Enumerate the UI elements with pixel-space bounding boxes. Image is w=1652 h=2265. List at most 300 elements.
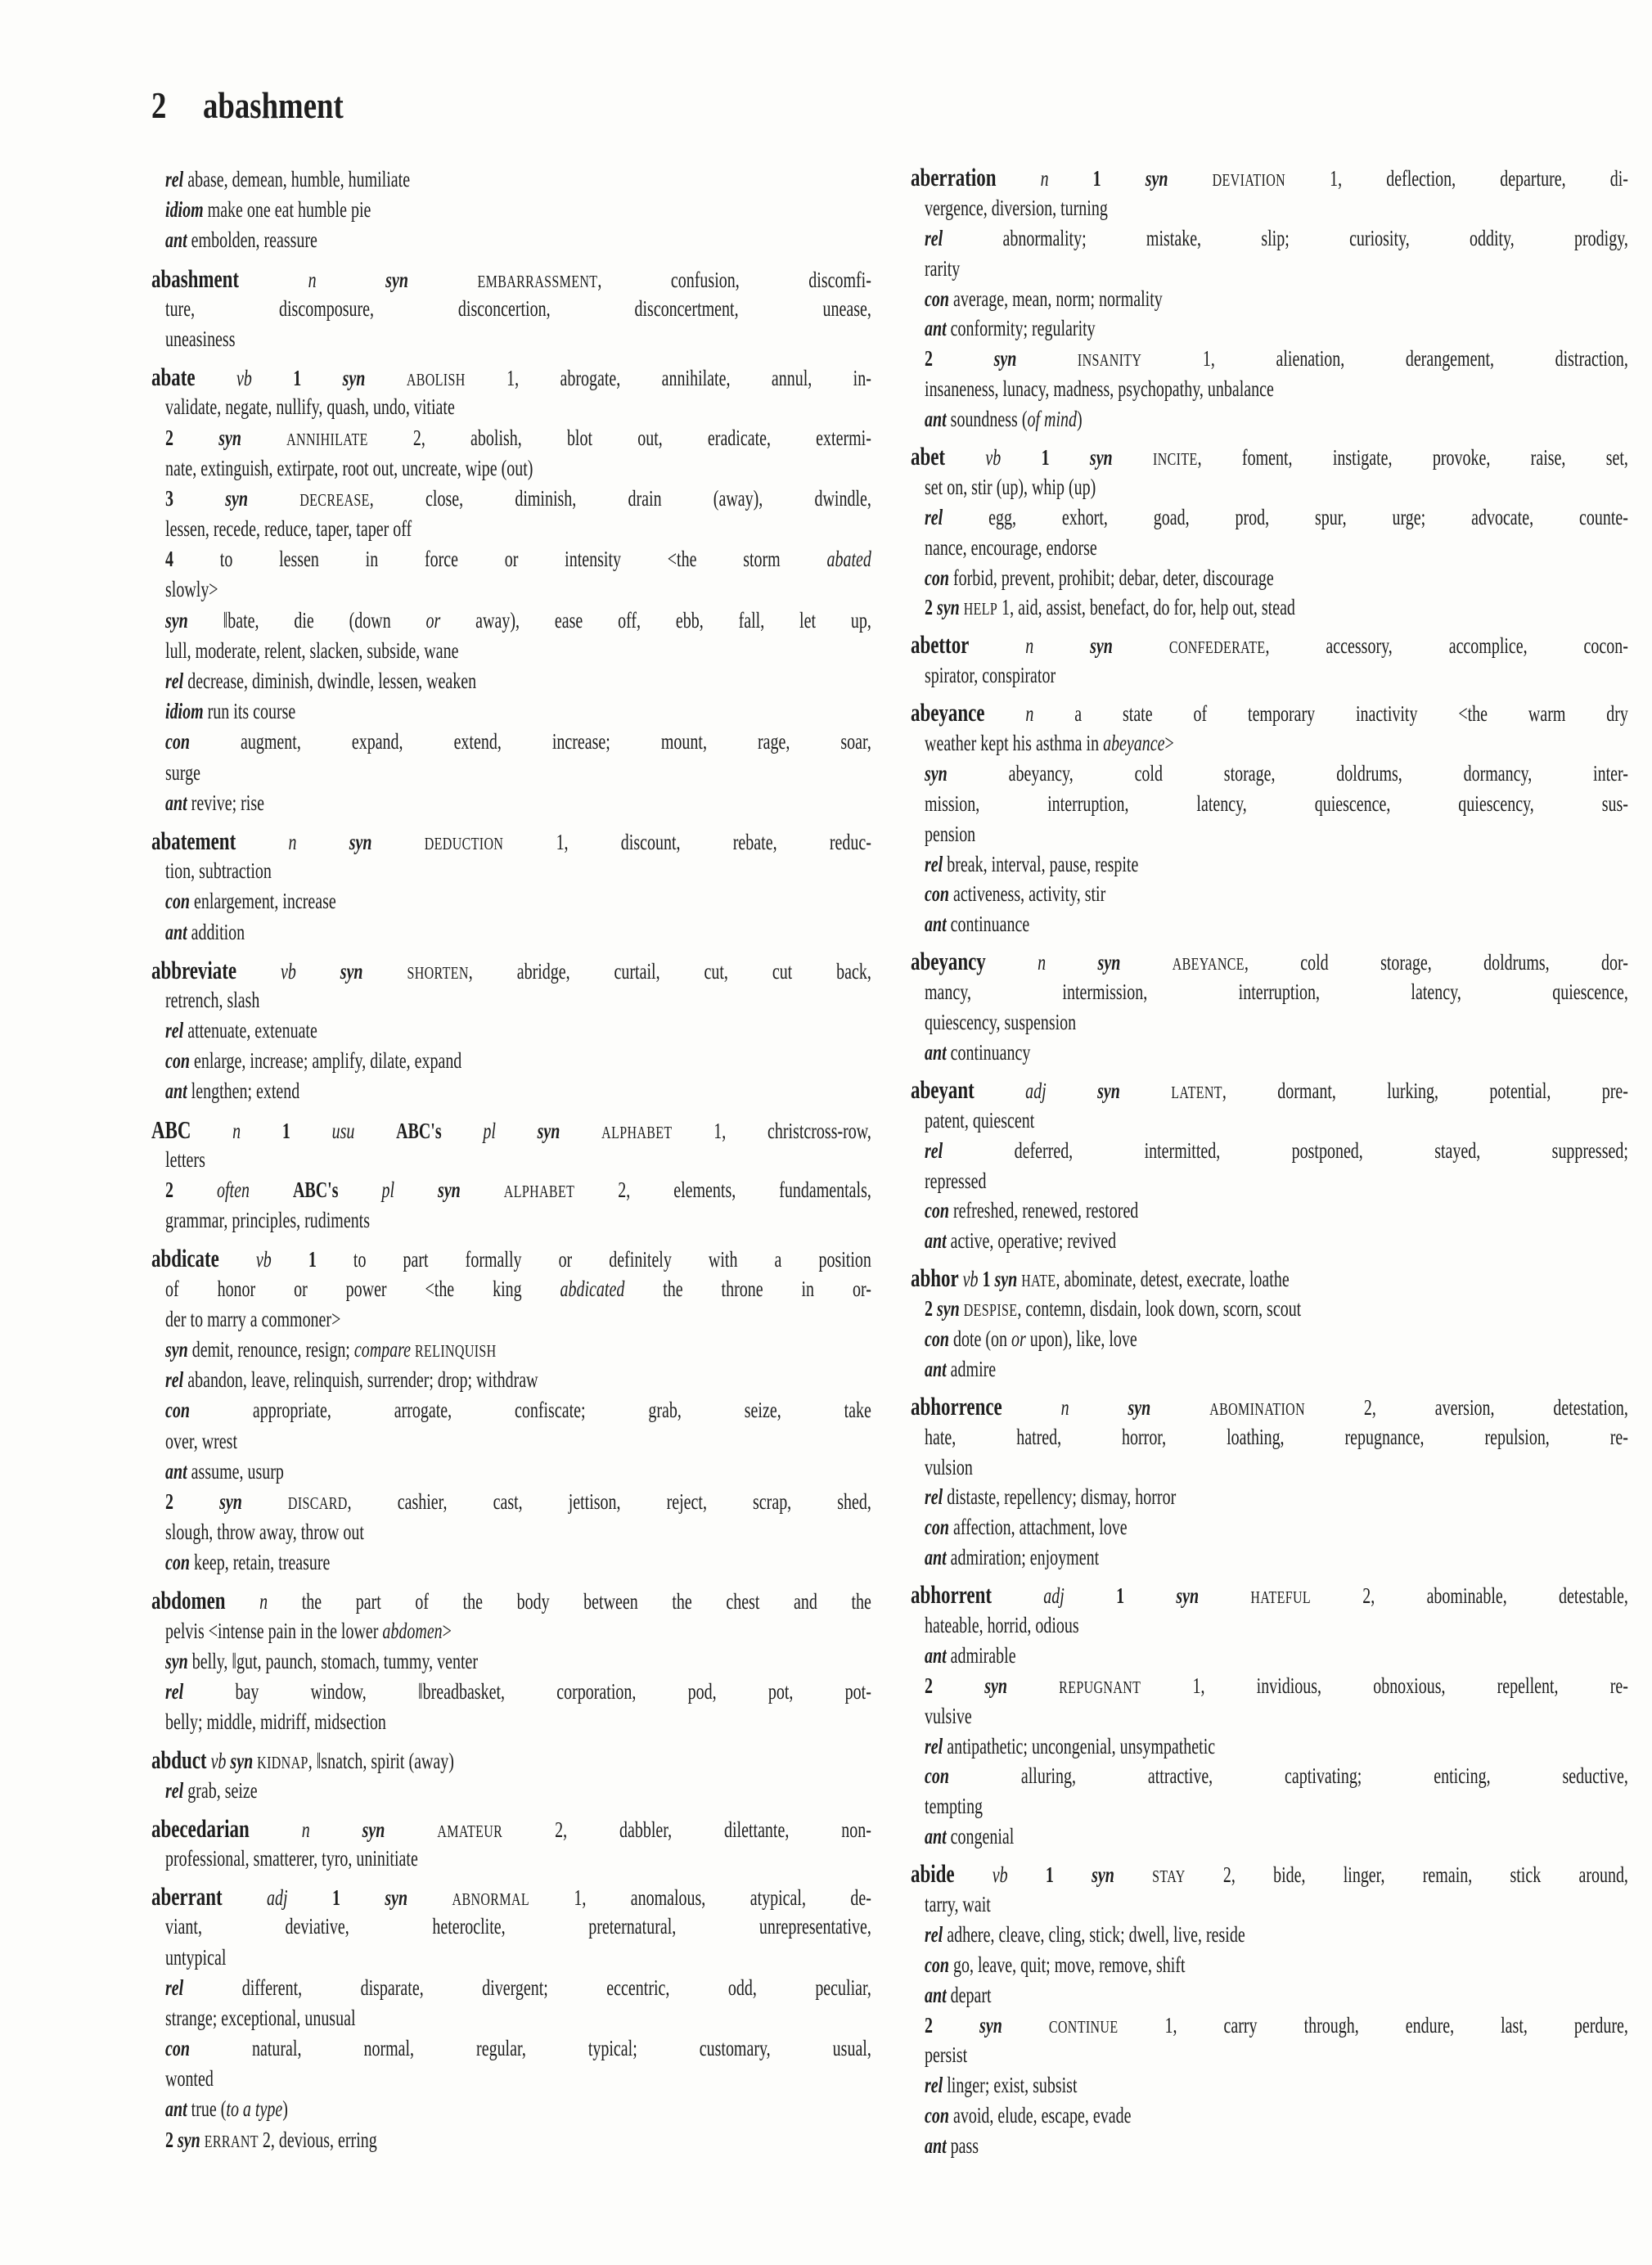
entry-line [911,1610,1628,1641]
text [317,268,386,292]
text: 2, abominable, detestable, [1311,1583,1628,1609]
text [933,2013,979,2038]
entry-line [911,849,1628,880]
entry-line [151,886,871,916]
text: true ( [187,2096,227,2122]
cross-reference: CONTINUE [1048,2016,1119,2037]
entry-line [151,1274,871,1304]
usage-label: ant [925,1982,947,2007]
entry-line [911,223,1628,254]
entry-line [911,2011,1628,2041]
dictionary-entry [151,1881,871,2155]
text: over, wrest [165,1428,237,1453]
cross-reference: AMATEUR [437,1821,503,1841]
guide-word: abashment [203,84,344,126]
text: , abridge, curtail, cut, cut back, [468,958,871,984]
entry-line [151,788,871,818]
usage-label: syn [993,346,1017,371]
sense-number: 1 [1041,445,1050,471]
text: abase, demean, humble, humiliate [183,167,411,191]
entry-line [911,728,1628,759]
entry-line [911,698,1628,728]
usage-label: syn [342,366,366,391]
entry-line [151,1881,871,1912]
italic-text: abdicated [560,1276,625,1301]
sense-number: 2 [925,1296,934,1322]
cross-reference: EMBARRASSMENT [477,271,598,291]
usage-label: syn [925,760,948,786]
text: pass [946,2133,979,2159]
entry-line [911,630,1628,660]
usage-label: rel [925,1921,943,1947]
text: to part formally or definitely with a position [316,1247,871,1272]
usage-label: syn [1097,950,1121,975]
text: , confusion, discomfi- [597,267,871,292]
text: persist [925,2042,968,2068]
headword: abeyancy [911,947,986,976]
text: soundness ( [946,407,1028,432]
text: 1, anomalous, atypical, de- [529,1885,871,1911]
text: egg, exhort, goad, prod, spur, urge; advocate, counte- [943,504,1628,529]
text: 1, discount, rebate, reduc- [503,829,871,854]
text: adhere, cleave, cling, stick; dwell, live, reside [943,1921,1245,1947]
page-number: 2 [151,84,167,126]
usage-label: syn [225,485,249,511]
text: ) [1076,407,1083,432]
entry-line [151,392,871,422]
text [173,1178,217,1202]
entry-line [151,1677,871,1707]
cross-reference: ABNORMAL [452,1889,529,1910]
italic-text: pl [381,1178,395,1202]
entry-line [151,1745,871,1775]
text: bay window, ‖breadbasket, corporation, pod, pot, pot- [183,1679,871,1704]
usage-label: syn [1145,166,1168,191]
text [1002,1395,1061,1420]
entry-line [911,2040,1628,2070]
text: dote (on [948,1326,1012,1351]
entry-line [151,1365,871,1395]
entry-line [911,2101,1628,2131]
entry-line [911,1105,1628,1136]
text [394,1178,438,1202]
text [1069,1395,1128,1420]
italic-text: vb [236,366,252,391]
text: alluring, attractive, captivating; enticing, seductive, [948,1763,1628,1789]
text: continuance [946,912,1030,937]
text: upon), like, love [1025,1326,1137,1351]
text [408,268,478,292]
usage-label: rel [925,1733,943,1758]
sense-number: ABC's [396,1118,442,1143]
entry-line [151,1304,871,1335]
text: keep, retain, treasure [189,1550,331,1575]
entry-line [911,1859,1628,1889]
entry-line [911,1038,1628,1068]
entry-line [911,1075,1628,1105]
usage-label: syn [230,1749,254,1774]
cross-reference: SHORTEN [407,962,469,983]
entry-line [911,1007,1628,1038]
text: rarity [925,255,961,281]
entry-line [911,193,1628,223]
text: tion, subtraction [165,858,272,884]
text [1050,445,1090,470]
text: of honor or power <the king [165,1276,560,1301]
italic-text: compare [353,1336,412,1362]
text: untypical [165,1944,227,1970]
dictionary-entry [151,1114,871,1236]
usage-label: ant [925,1545,947,1570]
entry-line [911,1980,1628,2011]
text [354,1119,396,1143]
dictionary-entry [151,164,871,256]
text: congenial [946,1824,1015,1849]
text: abnormality; mistake, slip; curiosity, oddity, prodigy, [943,225,1628,250]
entry-line [911,1821,1628,1852]
text: strange; exceptional, unusual [165,2005,356,2030]
text: admirable [946,1642,1016,1668]
entry-line [911,1422,1628,1452]
text: abandon, leave, relinquish, surrender; drop; withdraw [183,1367,538,1393]
sense-number: 2 [165,1178,174,1202]
cross-reference: DEDUCTION [424,833,504,853]
entry-line [151,1426,871,1457]
usage-label: ant [165,1458,187,1484]
text [239,268,308,292]
text: vulsive [925,1703,972,1728]
text [1113,633,1169,658]
text: hateable, horrid, odious [925,1612,1079,1637]
sense-number: 3 [165,485,174,511]
text [1002,2013,1049,2038]
entry-line [151,1616,871,1646]
text [173,426,218,450]
text [248,486,299,511]
entry-line [151,1943,871,1973]
text: grammar, principles, rudiments [165,1208,371,1233]
entry-line [911,502,1628,533]
text: tarry, wait [925,1891,991,1916]
italic-text: abeyance [1103,731,1165,756]
usage-label: con [165,1398,190,1423]
entry-line [151,362,871,392]
text: the part of the body between the chest and the [268,1589,871,1614]
usage-label: syn [1090,633,1113,659]
usage-label: ant [925,1356,947,1381]
usage-label: con [165,729,190,754]
text: ) [282,2096,288,2122]
usage-label: ant [925,1039,947,1065]
text: the throne in or- [624,1276,871,1301]
text: run its course [203,699,296,724]
usage-label: syn [349,829,372,854]
text: away), ease off, ebb, fall, let up, [440,607,871,633]
italic-text: adj [267,1885,288,1911]
headword: abhorrence [911,1391,1002,1421]
headword: abettor [911,630,970,660]
entry-line [911,2131,1628,2161]
entry-line [911,472,1628,502]
text: viant, deviative, heteroclite, preternatural, unrepresentative, [165,1914,871,1939]
text: 1, alienation, derangement, distraction, [1141,346,1628,371]
text [1033,633,1090,658]
entry-line [151,1707,871,1737]
headword: abdomen [151,1586,226,1615]
italic-text: adj [1025,1078,1047,1103]
sense-number: 1 [1116,1583,1125,1609]
entry-line [911,1731,1628,1762]
text: lull, moderate, relent, slacken, subside, wane [165,637,459,663]
text [1046,950,1097,975]
text [442,1119,484,1143]
entry-line [911,947,1628,977]
entry-line [911,1701,1628,1731]
text: slough, throw away, throw out [165,1520,364,1545]
text: , cold storage, doldrums, dor- [1244,950,1628,975]
usage-label: ant [925,1824,947,1849]
dictionary-entry [911,1392,1628,1573]
text: repressed [925,1168,987,1193]
entry-line [911,1920,1628,1950]
dictionary-entry [911,442,1628,623]
text: 2, devious, erring [258,2127,377,2152]
text: patent, quiescent [925,1107,1035,1132]
entry-line [151,727,871,757]
entry-line [151,2033,871,2064]
headword: ABC [151,1114,191,1144]
text: appropriate, arrogate, confiscate; grab, seize, take [189,1398,871,1423]
usage-label: rel [165,1367,184,1393]
text: demit, renounce, resign; [187,1336,354,1362]
text [340,1885,385,1910]
text [196,366,236,390]
usage-label: ant [925,407,947,432]
text: ‖bate, die (down [187,607,426,633]
usage-label: syn [218,425,241,450]
text: , cashier, cast, jettison, reject, scrap, shed, [347,1488,871,1514]
entry-line [151,1205,871,1236]
text: avoid, elude, escape, evade [948,2103,1132,2128]
entry-line [151,856,871,886]
usage-label: syn [1176,1583,1200,1609]
dictionary-entry [151,1813,871,1874]
text: 2, elements, fundamentals, [574,1178,871,1202]
text [996,166,1040,191]
text: active, operative; revived [946,1228,1117,1254]
entry-line [151,1076,871,1106]
headword: abet [911,442,946,471]
text: insaneness, lunacy, madness, psychopathy, unbalance [925,376,1274,402]
text [385,1817,437,1842]
text [250,1817,302,1842]
entry-line [911,1641,1628,1671]
text [1120,950,1172,975]
text [1016,346,1078,371]
italic-text: vb [281,958,296,984]
sense-number: 1 [281,1118,290,1143]
entry-line [911,759,1628,789]
entry-line [151,263,871,294]
text: , foment, instigate, provoke, raise, set, [1197,445,1628,471]
entry-line [151,2125,871,2155]
usage-label: syn [1092,1862,1114,1888]
entry-line [911,533,1628,563]
text: > [1164,731,1174,756]
headword: abdicate [151,1244,219,1273]
text: 1, deflection, departure, di- [1285,166,1628,191]
text: , close, diminish, drain (away), dwindle, [369,485,871,511]
dictionary-entry [911,630,1628,691]
entry-line [151,544,871,574]
text: depart [946,1982,992,2007]
entry-line [151,164,871,195]
entry-line [911,1196,1628,1226]
cross-reference: ABOLISH [406,370,466,390]
text: nate, extinguish, extirpate, root out, uncreate, wipe (out) [165,455,533,480]
usage-label: syn [1089,445,1113,471]
usage-label: syn [937,595,960,620]
usage-label: syn [165,1336,188,1362]
entry-line [151,1335,871,1365]
text: weather kept his asthma in [925,731,1104,756]
text: augment, expand, extend, increase; mount, rage, soar, [189,729,871,754]
cross-reference: HELP [963,599,998,619]
dictionary-entry [911,1580,1628,1852]
text [975,1078,1025,1103]
cross-reference: HATE [1021,1271,1056,1291]
entry-line [151,758,871,788]
usage-label: rel [165,669,184,693]
text: break, interval, pause, respite [943,851,1139,876]
text: vergence, diversion, turning [925,195,1108,220]
text: linger; exist, subsist [943,2073,1078,2098]
entry-line [151,324,871,354]
text: deferred, intermitted, postponed, stayed, suppressed; [943,1137,1628,1163]
dictionary-entry [151,1745,871,1805]
cross-reference: INSANITY [1077,350,1142,371]
italic-text: n [1025,633,1034,659]
usage-label: rel [925,225,943,250]
usage-label: con [165,1550,190,1575]
usage-label: ant [165,919,187,944]
text: conformity; regularity [946,316,1096,341]
cross-reference: ALPHABET [601,1122,673,1142]
entry-line [151,955,871,985]
text: surge [165,759,200,785]
usage-label: syn [385,267,408,292]
entry-line [911,660,1628,691]
sense-number: 1 [1092,166,1101,191]
usage-label: rel [925,504,943,529]
usage-label: syn [165,607,188,633]
entry-line [151,985,871,1015]
text [1114,1862,1152,1887]
text [288,1885,332,1910]
sense-number: ABC's [292,1178,339,1202]
text: quiescency, suspension [925,1010,1077,1035]
text: 1, invidious, obnoxious, repellent, re- [1141,1673,1628,1698]
dictionary-entry [911,1859,1628,2161]
cross-reference: DISCARD [287,1493,348,1513]
entry-line [911,1671,1628,1701]
text [407,1885,452,1910]
text [272,1247,308,1272]
text: vulsion [925,1454,973,1479]
sense-number: 1 [293,366,302,391]
dictionary-entry [151,263,871,355]
usage-label: syn [537,1118,560,1143]
text [252,366,293,390]
sense-number: 1 [331,1885,340,1911]
italic-text: n [288,829,297,854]
entry-line [911,1889,1628,1920]
entry-line [911,1354,1628,1385]
entry-line [151,1395,871,1425]
usage-label: syn [178,2127,200,2152]
dictionary-entry [151,955,871,1107]
text: validate, negate, nullify, quash, undo, vitiate [165,394,455,420]
text [365,366,406,390]
text: admiration; enjoyment [946,1545,1100,1570]
text: mission, interruption, latency, quiescence, quiescency, sus- [925,790,1628,816]
text: revive; rise [187,790,264,815]
usage-label: rel [925,851,943,876]
entry-line [911,1294,1628,1324]
text [296,830,349,854]
italic-text: vb [255,1247,272,1272]
sense-number: 1 [1045,1862,1054,1888]
text: lessen, recede, reduce, taper, taper off [165,516,412,542]
usage-label: syn [438,1178,461,1202]
italic-text: often [217,1178,250,1202]
italic-text: vb [210,1749,227,1774]
italic-text: of mind [1027,407,1077,432]
text: tempting [925,1794,984,1819]
usage-label: syn [979,2012,1002,2038]
usage-label: con [165,2036,190,2061]
usage-label: syn [984,1673,1007,1698]
text [1007,1673,1059,1698]
headword: abduct [151,1745,207,1775]
cross-reference: ALPHABET [503,1182,575,1201]
text [1047,1078,1097,1103]
text: slowly> [165,577,218,602]
usage-label: con [165,1048,190,1074]
text: 2, abolish, blot out, eradicate, extermi- [367,425,871,450]
italic-text: to a type [226,2096,283,2122]
dictionary-entry [151,1243,871,1578]
cross-reference: ABOMINATION [1209,1398,1306,1419]
entry-line [911,2070,1628,2101]
usage-label: rel [925,2073,943,2098]
sense-number: 2 [925,595,934,620]
entry-line [911,1324,1628,1354]
sense-number: 2 [925,2012,934,2038]
text: 1, carry through, endure, last, perdure, [1118,2012,1628,2038]
entry-line [151,1547,871,1578]
italic-text: abated [826,547,871,572]
text: > [442,1618,452,1643]
text [984,701,1025,726]
text: attenuate, extenuate [183,1018,317,1043]
text: , abominate, detest, execrate, loathe [1056,1267,1290,1292]
entry-line [151,1813,871,1844]
text [1124,1583,1176,1608]
text: embolden, reassure [187,227,317,253]
entry-line [911,977,1628,1007]
headword: abhorrent [911,1580,992,1610]
